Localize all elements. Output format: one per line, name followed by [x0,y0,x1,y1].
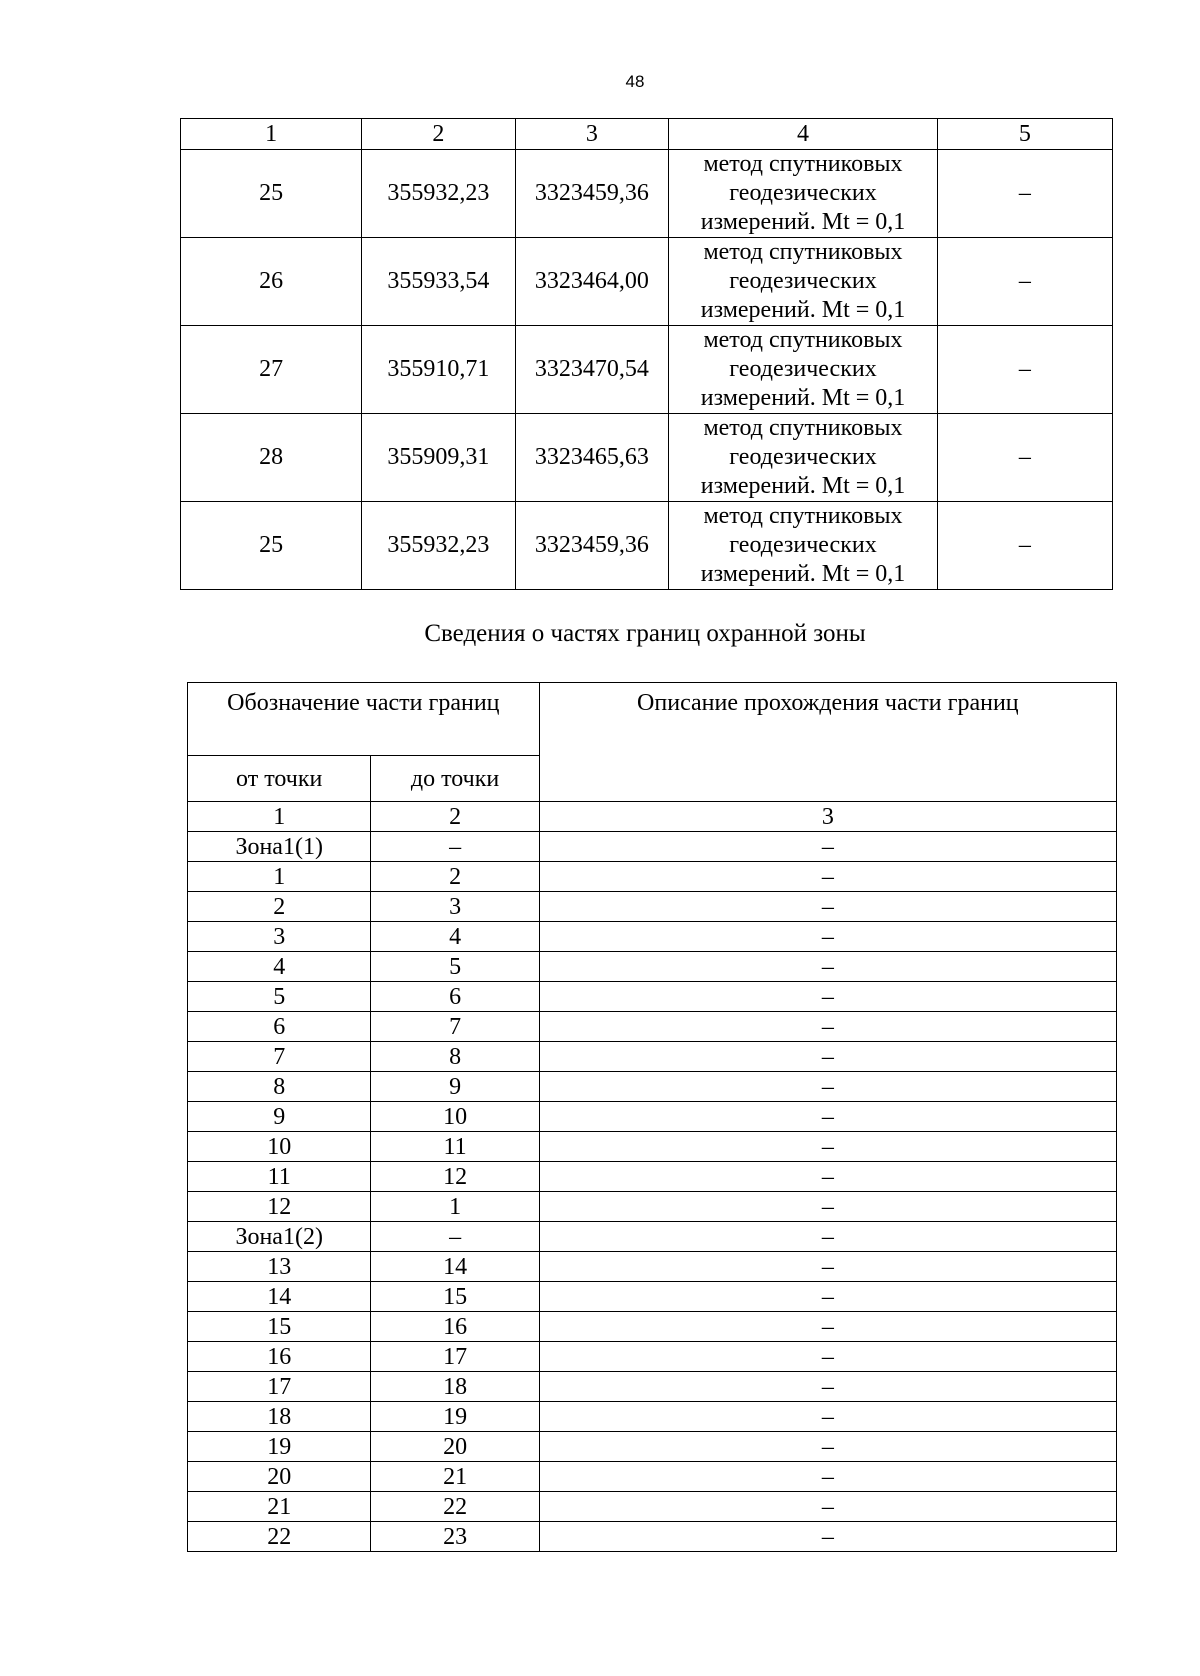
method-line: измерений. Mt = 0,1 [700,297,906,323]
method-line: геодезических [729,268,877,294]
from-point-cell: 13 [188,1252,371,1282]
from-point-cell: 20 [188,1462,371,1492]
to-point-cell: 8 [371,1042,539,1072]
from-point-cell: 18 [188,1402,371,1432]
part-designation-header: Обозначение части границ [188,683,540,756]
description-cell: – [539,1282,1116,1312]
description-cell: – [539,952,1116,982]
description-cell: – [539,832,1116,862]
boundary-part-row [188,1222,1117,1252]
note-cell: – [937,414,1112,502]
x-coordinate-cell: 355910,71 [362,326,515,414]
description-cell: – [539,922,1116,952]
point-number-cell: 25 [181,502,362,590]
method-line: измерений. Mt = 0,1 [700,209,906,235]
column-number-1: 1 [188,802,371,832]
from-point-cell: 5 [188,982,371,1012]
method-line: измерений. Mt = 0,1 [700,385,906,411]
method-cell [669,414,938,502]
description-cell: – [539,1012,1116,1042]
note-cell: – [937,238,1112,326]
from-point-cell: 21 [188,1492,371,1522]
to-point-cell: 23 [371,1522,539,1552]
boundary-part-row [188,1342,1117,1372]
description-cell: – [539,1222,1116,1252]
x-coordinate-cell: 355909,31 [362,414,515,502]
to-point-cell: 18 [371,1372,539,1402]
to-point-cell: 19 [371,1402,539,1432]
to-point-cell: 12 [371,1162,539,1192]
description-cell: – [539,1402,1116,1432]
to-point-cell: 9 [371,1072,539,1102]
description-cell: – [539,1432,1116,1462]
boundary-part-row [188,892,1117,922]
from-point-cell: 17 [188,1372,371,1402]
page-number: 48 [625,72,645,91]
boundary-part-row [188,1072,1117,1102]
x-coordinate-cell: 355932,23 [362,150,515,238]
coordinates-row [181,414,1113,502]
boundary-part-row [188,1042,1117,1072]
description-cell: – [539,1462,1116,1492]
method-line: метод спутниковых [703,151,903,177]
description-cell: – [539,1102,1116,1132]
description-cell: – [539,1072,1116,1102]
part-description-header: Описание прохождения части границ [539,683,1116,802]
y-coordinate-cell: 3323465,63 [515,414,669,502]
description-cell: – [539,1312,1116,1342]
from-point-cell: 10 [188,1132,371,1162]
method-line: измерений. Mt = 0,1 [700,473,906,499]
column-number-3: 3 [539,802,1116,832]
boundary-part-row [188,1192,1117,1222]
column-number-4: 4 [669,119,938,150]
from-point-cell: 2 [188,892,371,922]
parts-column-numbers-row [188,802,1117,832]
boundary-part-row [188,1372,1117,1402]
boundary-parts-table [187,682,1117,1552]
note-cell: – [937,150,1112,238]
method-line: метод спутниковых [703,415,903,441]
to-point-cell: 1 [371,1192,539,1222]
note-cell: – [937,326,1112,414]
from-point-cell: 14 [188,1282,371,1312]
section-heading: Сведения о частях границ охранной зоны [424,620,866,647]
boundary-part-row [188,862,1117,892]
to-point-cell: 5 [371,952,539,982]
to-point-cell: 14 [371,1252,539,1282]
x-coordinate-cell: 355932,23 [362,502,515,590]
coordinates-table [180,118,1113,590]
from-point-cell: 7 [188,1042,371,1072]
method-line: метод спутниковых [703,503,903,529]
from-point-cell: Зона1(2) [188,1222,371,1252]
parts-header-row [188,683,1117,756]
from-point-cell: 16 [188,1342,371,1372]
y-coordinate-cell: 3323459,36 [515,150,669,238]
note-cell: – [937,502,1112,590]
column-number-2: 2 [371,802,539,832]
column-number-2: 2 [362,119,515,150]
method-line: метод спутниковых [703,239,903,265]
method-line: геодезических [729,444,877,470]
from-point-cell: 22 [188,1522,371,1552]
description-cell: – [539,1162,1116,1192]
column-number-3: 3 [515,119,669,150]
boundary-part-row [188,952,1117,982]
boundary-part-row [188,1012,1117,1042]
boundary-part-row [188,922,1117,952]
description-cell: – [539,1252,1116,1282]
boundary-part-row [188,1432,1117,1462]
column-number-1: 1 [181,119,362,150]
boundary-part-row [188,1492,1117,1522]
method-cell [669,502,938,590]
description-cell: – [539,862,1116,892]
y-coordinate-cell: 3323459,36 [515,502,669,590]
x-coordinate-cell: 355933,54 [362,238,515,326]
coordinates-header-row [181,119,1113,150]
method-line: измерений. Mt = 0,1 [700,561,906,587]
description-cell: – [539,1342,1116,1372]
to-point-cell: 4 [371,922,539,952]
coordinates-row [181,238,1113,326]
to-point-cell: 3 [371,892,539,922]
to-point-header: до точки [371,756,539,802]
boundary-part-row [188,1162,1117,1192]
y-coordinate-cell: 3323470,54 [515,326,669,414]
boundary-part-row [188,1462,1117,1492]
method-line: геодезических [729,532,877,558]
boundary-part-row [188,1282,1117,1312]
description-cell: – [539,982,1116,1012]
to-point-cell: 20 [371,1432,539,1462]
from-point-cell: 15 [188,1312,371,1342]
method-cell [669,326,938,414]
to-point-cell: 16 [371,1312,539,1342]
to-point-cell: 7 [371,1012,539,1042]
to-point-cell: 17 [371,1342,539,1372]
method-line: геодезических [729,180,877,206]
from-point-cell: 3 [188,922,371,952]
from-point-header: от точки [188,756,371,802]
description-cell: – [539,1132,1116,1162]
point-number-cell: 25 [181,150,362,238]
point-number-cell: 28 [181,414,362,502]
description-cell: – [539,1522,1116,1552]
description-cell: – [539,1042,1116,1072]
to-point-cell: 11 [371,1132,539,1162]
method-cell [669,238,938,326]
to-point-cell: 15 [371,1282,539,1312]
from-point-cell: 19 [188,1432,371,1462]
to-point-cell: 6 [371,982,539,1012]
description-cell: – [539,1192,1116,1222]
to-point-cell: – [371,1222,539,1252]
coordinates-table-body [181,150,1113,590]
boundary-part-row [188,1132,1117,1162]
to-point-cell: 2 [371,862,539,892]
from-point-cell: 11 [188,1162,371,1192]
coordinates-row [181,150,1113,238]
boundary-part-row [188,1402,1117,1432]
from-point-cell: 4 [188,952,371,982]
from-point-cell: 8 [188,1072,371,1102]
method-line: метод спутниковых [703,327,903,353]
to-point-cell: 21 [371,1462,539,1492]
description-cell: – [539,1372,1116,1402]
boundary-part-row [188,1102,1117,1132]
boundary-part-row [188,982,1117,1012]
method-cell [669,150,938,238]
from-point-cell: 12 [188,1192,371,1222]
boundary-part-row [188,1522,1117,1552]
boundary-part-row [188,1252,1117,1282]
to-point-cell: 10 [371,1102,539,1132]
point-number-cell: 27 [181,326,362,414]
point-number-cell: 26 [181,238,362,326]
from-point-cell: 1 [188,862,371,892]
method-line: геодезических [729,356,877,382]
from-point-cell: 6 [188,1012,371,1042]
column-number-5: 5 [937,119,1112,150]
to-point-cell: 22 [371,1492,539,1522]
from-point-cell: 9 [188,1102,371,1132]
from-point-cell: Зона1(1) [188,832,371,862]
coordinates-row [181,326,1113,414]
y-coordinate-cell: 3323464,00 [515,238,669,326]
to-point-cell: – [371,832,539,862]
description-cell: – [539,892,1116,922]
description-cell: – [539,1492,1116,1522]
boundary-parts-table-body [188,832,1117,1552]
coordinates-row [181,502,1113,590]
boundary-part-row [188,832,1117,862]
boundary-part-row [188,1312,1117,1342]
